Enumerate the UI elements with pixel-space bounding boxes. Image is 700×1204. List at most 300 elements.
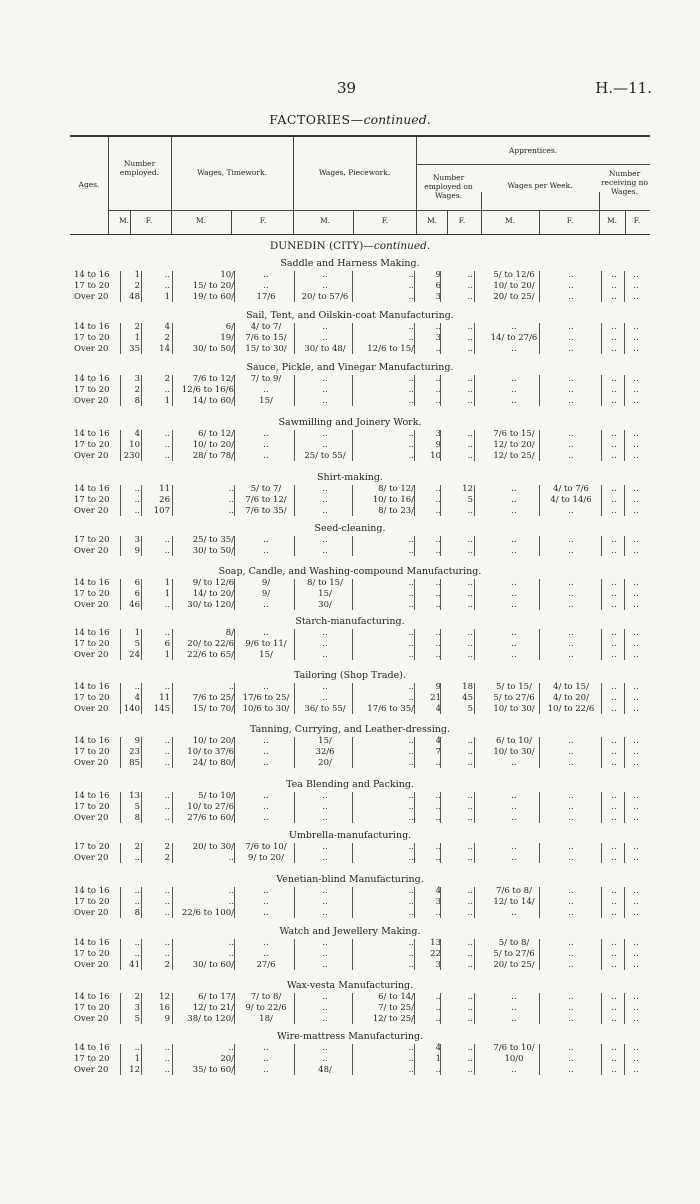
table-row	[0, 1003, 700, 1014]
cell-apprentices-f: ..	[467, 897, 473, 907]
cell-no-wages-f: ..	[633, 802, 639, 812]
cell-timework-f: 9/	[261, 578, 271, 588]
cell-m-employed: 10	[129, 440, 140, 450]
column-rule	[624, 579, 625, 610]
table-row	[0, 791, 700, 802]
cell-piecework-f: ..	[408, 736, 414, 746]
section-title: Tanning, Currying, and Leather-dressing.	[250, 724, 450, 735]
cell-f-employed: 14	[159, 344, 170, 354]
cell-piecework-m: ..	[322, 1003, 328, 1013]
column-rule	[624, 323, 625, 354]
cell-weekly-wage-f: ..	[568, 1054, 574, 1064]
cell-apprentices-f: ..	[467, 1065, 473, 1075]
column-rule	[440, 271, 441, 302]
column-rule	[624, 536, 625, 556]
cell-apprentices-f: ..	[467, 960, 473, 970]
cell-piecework-m: ..	[322, 429, 328, 439]
cell-timework-m: 6/	[225, 322, 234, 332]
column-rule	[601, 887, 602, 918]
cell-timework-m: 20/ to 30/	[192, 842, 234, 852]
cell-apprentices-f: ..	[467, 578, 473, 588]
cell-piecework-f: ..	[408, 628, 414, 638]
cell-no-wages-f: ..	[633, 639, 639, 649]
column-rule	[141, 536, 142, 556]
cell-f-employed: 1	[164, 292, 170, 302]
cell-m-employed: 48	[129, 292, 140, 302]
column-rule	[440, 887, 441, 918]
cell-piecework-f: 12/ to 25/	[372, 1014, 414, 1024]
column-rule	[294, 993, 295, 1024]
cell-age: 14 to 16	[74, 374, 110, 384]
cell-no-wages-m: ..	[611, 429, 617, 439]
cell-timework-f: ..	[263, 747, 269, 757]
column-rule	[440, 737, 441, 768]
cell-timework-m: 15/ to 20/	[192, 281, 234, 291]
cell-piecework-f: ..	[408, 1054, 414, 1064]
cell-weekly-wage-m: ..	[511, 992, 517, 1002]
cell-no-wages-m: ..	[611, 1054, 617, 1064]
cell-timework-m: 30/ to 60/	[192, 960, 234, 970]
cell-weekly-wage-m: ..	[511, 344, 517, 354]
column-rule	[172, 579, 173, 610]
header-f: F.	[259, 216, 267, 225]
column-rule	[539, 485, 540, 516]
column-rule	[141, 737, 142, 768]
cell-weekly-wage-m: ..	[511, 842, 517, 852]
cell-piecework-m: 30/ to 48/	[304, 344, 346, 354]
cell-piecework-f: ..	[408, 1043, 414, 1053]
cell-weekly-wage-f: ..	[568, 639, 574, 649]
cell-no-wages-m: ..	[611, 1065, 617, 1075]
cell-m-employed: 35	[129, 344, 140, 354]
cell-apprentices-m: 4	[435, 736, 441, 746]
cell-f-employed: 16	[159, 1003, 170, 1013]
cell-piecework-m: 20/	[318, 758, 332, 768]
cell-piecework-f: 8/ to 23/	[378, 506, 414, 516]
cell-weekly-wage-m: ..	[511, 484, 517, 494]
column-rule	[624, 485, 625, 516]
table-row	[0, 600, 700, 611]
cell-weekly-wage-f: ..	[568, 628, 574, 638]
cell-age: 17 to 20	[74, 949, 110, 959]
cell-timework-m: ..	[228, 886, 234, 896]
cell-m-employed: 8	[134, 908, 140, 918]
cell-piecework-m: ..	[322, 960, 328, 970]
cell-piecework-f: ..	[408, 842, 414, 852]
cell-timework-m: 38/ to 120/	[187, 1014, 234, 1024]
cell-timework-m: 10/ to 27/6	[187, 802, 234, 812]
cell-timework-m: 14/ to 60/	[192, 396, 234, 406]
column-rule	[352, 485, 353, 516]
cell-piecework-f: ..	[408, 451, 414, 461]
cell-weekly-wage-m: ..	[511, 578, 517, 588]
column-rule	[352, 375, 353, 406]
cell-f-employed: 1	[164, 589, 170, 599]
cell-weekly-wage-m: ..	[511, 396, 517, 406]
cell-timework-m: 20/ to 22/6	[187, 639, 234, 649]
cell-no-wages-m: ..	[611, 1003, 617, 1013]
cell-apprentices-m: 10	[430, 451, 441, 461]
cell-weekly-wage-f: 4/ to 14/6	[550, 495, 592, 505]
cell-no-wages-f: ..	[633, 1054, 639, 1064]
cell-age: 17 to 20	[74, 495, 110, 505]
cell-apprentices-f: ..	[467, 344, 473, 354]
cell-no-wages-f: ..	[633, 495, 639, 505]
cell-apprentices-f: ..	[467, 440, 473, 450]
cell-age: 14 to 16	[74, 992, 110, 1002]
cell-piecework-m: ..	[322, 322, 328, 332]
cell-no-wages-f: ..	[633, 546, 639, 556]
cell-timework-m: ..	[228, 938, 234, 948]
cell-apprentices-f: ..	[467, 886, 473, 896]
cell-weekly-wage-f: ..	[568, 1043, 574, 1053]
column-rule	[120, 485, 121, 516]
table-row	[0, 385, 700, 396]
cell-weekly-wage-f: ..	[568, 938, 574, 948]
column-rule	[624, 375, 625, 406]
cell-m-employed: ..	[134, 853, 140, 863]
cell-piecework-f: ..	[408, 802, 414, 812]
table-row	[0, 374, 700, 385]
cell-f-employed: 12	[159, 992, 170, 1002]
table-row	[0, 546, 700, 557]
cell-apprentices-m: 4	[435, 1043, 441, 1053]
cell-piecework-f: ..	[408, 270, 414, 280]
cell-age: Over 20	[74, 1065, 109, 1075]
column-rule	[624, 939, 625, 970]
cell-apprentices-m: 3	[435, 960, 441, 970]
header-number-receiving-no-wages: Number receiving no Wages.	[600, 169, 649, 196]
cell-piecework-f: ..	[408, 333, 414, 343]
cell-piecework-f: ..	[408, 938, 414, 948]
cell-weekly-wage-f: ..	[568, 1003, 574, 1013]
cell-no-wages-m: ..	[611, 992, 617, 1002]
cell-timework-m: 20/	[220, 1054, 234, 1064]
cell-age: 14 to 16	[74, 322, 110, 332]
cell-weekly-wage-m: ..	[511, 1014, 517, 1024]
cell-f-employed: ..	[164, 440, 170, 450]
table-row	[0, 506, 700, 517]
cell-piecework-m: ..	[322, 791, 328, 801]
column-rule	[624, 843, 625, 863]
cell-piecework-m: ..	[322, 693, 328, 703]
column-rule	[352, 430, 353, 461]
table-row	[0, 802, 700, 813]
cell-timework-f: ..	[263, 949, 269, 959]
cell-age: 14 to 16	[74, 791, 110, 801]
header-ages: Ages.	[78, 180, 100, 189]
column-rule	[440, 993, 441, 1024]
table-row	[0, 704, 700, 715]
column-rule	[141, 792, 142, 823]
table-row	[0, 992, 700, 1003]
cell-apprentices-m: ..	[435, 802, 441, 812]
cell-weekly-wage-f: ..	[568, 546, 574, 556]
cell-piecework-m: ..	[322, 639, 328, 649]
cell-timework-f: ..	[263, 791, 269, 801]
column-rule	[352, 536, 353, 556]
cell-piecework-f: ..	[408, 853, 414, 863]
cell-apprentices-m: 22	[430, 949, 441, 959]
cell-timework-f: 4/ to 7/	[250, 322, 282, 332]
cell-age: 17 to 20	[74, 693, 110, 703]
header-number-employed: Number employed.	[119, 159, 160, 177]
cell-weekly-wage-f: ..	[568, 374, 574, 384]
column-rule	[601, 536, 602, 556]
cell-age: 17 to 20	[74, 842, 110, 852]
cell-apprentices-f: ..	[467, 270, 473, 280]
cell-m-employed: 5	[134, 639, 140, 649]
cell-timework-f: ..	[263, 281, 269, 291]
cell-apprentices-f: ..	[467, 535, 473, 545]
column-rule	[234, 323, 235, 354]
cell-f-employed: ..	[164, 682, 170, 692]
cell-f-employed: ..	[164, 1065, 170, 1075]
cell-no-wages-f: ..	[633, 992, 639, 1002]
cell-m-employed: 8	[134, 396, 140, 406]
cell-weekly-wage-m: 7/6 to 15/	[493, 429, 535, 439]
cell-apprentices-f: ..	[467, 908, 473, 918]
column-rule	[474, 737, 475, 768]
column-rule	[601, 843, 602, 863]
cell-timework-f: ..	[263, 1054, 269, 1064]
cell-m-employed: 3	[134, 1003, 140, 1013]
cell-apprentices-m: 1	[435, 1054, 441, 1064]
cell-apprentices-f: ..	[467, 396, 473, 406]
cell-weekly-wage-m: 10/ to 30/	[493, 747, 535, 757]
column-rule	[352, 683, 353, 714]
table-row	[0, 270, 700, 281]
cell-f-employed: 145	[153, 704, 170, 714]
cell-weekly-wage-m: 20/ to 25/	[493, 960, 535, 970]
header-number-employed-on-wages: Number employed on Wages.	[424, 173, 473, 200]
cell-weekly-wage-f: ..	[568, 949, 574, 959]
column-rule	[172, 536, 173, 556]
cell-apprentices-f: ..	[467, 992, 473, 1002]
cell-f-employed: 2	[164, 960, 170, 970]
header-f: F.	[145, 216, 153, 225]
cell-weekly-wage-m: ..	[511, 853, 517, 863]
column-rule	[440, 375, 441, 406]
cell-f-employed: 4	[164, 322, 170, 332]
section-title: Soap, Candle, and Washing-compound Manufacturing.	[218, 566, 482, 577]
cell-timework-m: ..	[228, 949, 234, 959]
cell-no-wages-m: ..	[611, 802, 617, 812]
column-rule	[172, 887, 173, 918]
cell-no-wages-m: ..	[611, 704, 617, 714]
table-row	[0, 1054, 700, 1065]
column-rule	[624, 792, 625, 823]
cell-piecework-m: ..	[322, 281, 328, 291]
column-rule	[294, 792, 295, 823]
cell-apprentices-m: ..	[435, 813, 441, 823]
cell-m-employed: ..	[134, 949, 140, 959]
section-title: Umbrella-manufacturing.	[288, 830, 412, 841]
cell-apprentices-m: ..	[435, 506, 441, 516]
column-rule	[440, 430, 441, 461]
column-rule	[141, 939, 142, 970]
header-m: M.	[504, 216, 516, 225]
cell-piecework-f: ..	[408, 1065, 414, 1075]
cell-piecework-m: ..	[322, 813, 328, 823]
cell-piecework-f: ..	[408, 322, 414, 332]
column-rule	[601, 1044, 602, 1075]
cell-weekly-wage-f: ..	[568, 791, 574, 801]
cell-weekly-wage-f: 10/ to 22/6	[547, 704, 595, 714]
header-wages-piecework: Wages, Piecework.	[318, 168, 391, 177]
cell-no-wages-f: ..	[633, 1043, 639, 1053]
cell-age: Over 20	[74, 506, 109, 516]
column-rule	[624, 1044, 625, 1075]
cell-no-wages-m: ..	[611, 270, 617, 280]
cell-weekly-wage-f: ..	[568, 650, 574, 660]
cell-timework-m: ..	[228, 897, 234, 907]
cell-apprentices-m: ..	[435, 374, 441, 384]
column-rule	[141, 271, 142, 302]
cell-piecework-f: ..	[408, 600, 414, 610]
cell-weekly-wage-m: 5/ to 15/	[496, 682, 532, 692]
column-rule	[234, 792, 235, 823]
cell-no-wages-f: ..	[633, 281, 639, 291]
cell-f-employed: 107	[153, 506, 170, 516]
section-title: Seed-cleaning.	[314, 523, 386, 534]
column-rule	[539, 737, 540, 768]
cell-timework-f: ..	[263, 802, 269, 812]
city-main: DUNEDIN (CITY)—	[269, 240, 374, 252]
cell-no-wages-m: ..	[611, 451, 617, 461]
column-rule	[624, 271, 625, 302]
cell-weekly-wage-f: ..	[568, 270, 574, 280]
cell-apprentices-m: ..	[435, 853, 441, 863]
header-m: M.	[319, 216, 331, 225]
cell-no-wages-f: ..	[633, 322, 639, 332]
cell-no-wages-m: ..	[611, 960, 617, 970]
cell-weekly-wage-f: ..	[568, 600, 574, 610]
column-rule	[141, 430, 142, 461]
column-rule	[414, 629, 415, 660]
section-title: Saddle and Harness Making.	[280, 258, 420, 269]
section-title: Shirt-making.	[317, 472, 383, 483]
cell-timework-f: 7/ to 9/	[250, 374, 282, 384]
cell-apprentices-f: ..	[467, 322, 473, 332]
section-title: Tea Blending and Packing.	[286, 779, 414, 790]
column-rule	[539, 271, 540, 302]
cell-weekly-wage-f: ..	[568, 853, 574, 863]
cell-weekly-wage-f: ..	[568, 747, 574, 757]
column-rule	[539, 375, 540, 406]
table-row	[0, 1065, 700, 1076]
table-row	[0, 281, 700, 292]
column-rule	[474, 629, 475, 660]
cell-weekly-wage-f: ..	[568, 440, 574, 450]
cell-piecework-f: ..	[408, 440, 414, 450]
cell-weekly-wage-m: ..	[511, 546, 517, 556]
table-row	[0, 813, 700, 824]
header-f: F.	[381, 216, 389, 225]
cell-no-wages-f: ..	[633, 396, 639, 406]
cell-weekly-wage-m: 5/ to 12/6	[493, 270, 535, 280]
cell-no-wages-m: ..	[611, 322, 617, 332]
column-rule	[141, 887, 142, 918]
cell-weekly-wage-f: ..	[568, 578, 574, 588]
cell-apprentices-f: ..	[467, 842, 473, 852]
cell-age: 17 to 20	[74, 639, 110, 649]
cell-no-wages-m: ..	[611, 886, 617, 896]
cell-no-wages-m: ..	[611, 1014, 617, 1024]
table-row	[0, 960, 700, 971]
cell-weekly-wage-m: ..	[511, 506, 517, 516]
cell-no-wages-f: ..	[633, 333, 639, 343]
cell-weekly-wage-m: ..	[511, 639, 517, 649]
cell-no-wages-m: ..	[611, 281, 617, 291]
cell-m-employed: 140	[123, 704, 140, 714]
cell-m-employed: 9	[134, 736, 140, 746]
column-rule	[120, 323, 121, 354]
cell-no-wages-f: ..	[633, 853, 639, 863]
cell-age: 14 to 16	[74, 886, 110, 896]
cell-timework-f: 7/ to 8/	[250, 992, 282, 1002]
column-rule	[294, 843, 295, 863]
column-rule	[294, 430, 295, 461]
cell-weekly-wage-f: ..	[568, 736, 574, 746]
cell-f-employed: ..	[164, 747, 170, 757]
column-rule	[539, 993, 540, 1024]
cell-m-employed: 3	[134, 374, 140, 384]
cell-no-wages-m: ..	[611, 484, 617, 494]
cell-m-employed: 2	[134, 842, 140, 852]
cell-m-employed: 6	[134, 578, 140, 588]
cell-weekly-wage-m: ..	[511, 600, 517, 610]
cell-piecework-m: ..	[322, 992, 328, 1002]
cell-age: Over 20	[74, 600, 109, 610]
column-rule	[539, 887, 540, 918]
cell-m-employed: 1	[134, 628, 140, 638]
cell-m-employed: 4	[134, 693, 140, 703]
cell-timework-m: 14/ to 20/	[192, 589, 234, 599]
cell-piecework-f: ..	[408, 292, 414, 302]
cell-apprentices-f: ..	[467, 758, 473, 768]
cell-weekly-wage-f: ..	[568, 908, 574, 918]
column-rule	[352, 993, 353, 1024]
table-row	[0, 396, 700, 407]
cell-m-employed: 4	[134, 429, 140, 439]
cell-timework-m: 35/ to 60/	[192, 1065, 234, 1075]
column-rule	[474, 939, 475, 970]
cell-apprentices-f: ..	[467, 589, 473, 599]
cell-age: Over 20	[74, 292, 109, 302]
cell-apprentices-m: ..	[435, 344, 441, 354]
cell-weekly-wage-m: ..	[511, 908, 517, 918]
cell-f-employed: ..	[164, 949, 170, 959]
cell-weekly-wage-f: 4/ to 7/6	[553, 484, 589, 494]
column-rule	[120, 375, 121, 406]
cell-m-employed: ..	[134, 682, 140, 692]
cell-apprentices-m: 13	[430, 938, 441, 948]
cell-piecework-f: 8/ to 12/	[378, 484, 414, 494]
cell-m-employed: 6	[134, 589, 140, 599]
column-rule	[539, 629, 540, 660]
cell-timework-f: 5/ to 7/	[250, 484, 282, 494]
cell-apprentices-f: 18	[462, 682, 473, 692]
document-title	[0, 112, 700, 127]
column-rule	[234, 485, 235, 516]
cell-no-wages-f: ..	[633, 704, 639, 714]
cell-f-employed: 1	[164, 396, 170, 406]
cell-weekly-wage-f: ..	[568, 842, 574, 852]
cell-weekly-wage-f: ..	[568, 396, 574, 406]
header-m: M.	[195, 216, 207, 225]
cell-apprentices-m: ..	[435, 578, 441, 588]
